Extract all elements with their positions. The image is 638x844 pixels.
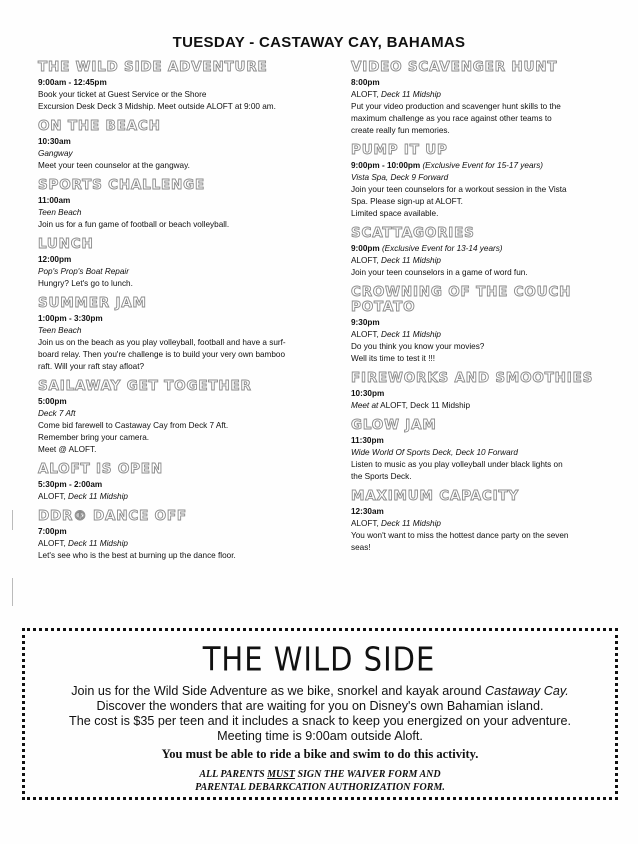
event-description-line: Put your video production and scavenger hunt skills to the [351,102,561,111]
event-location-line [38,148,338,160]
event-location-after: ALOFT, Deck 11 Midship [380,401,471,410]
event-description-line: the Sports Deck. [351,472,412,481]
event-description-line: maximum challenge as you race against other teams to [351,114,552,123]
event-time: 9:00pm [351,244,380,253]
event-time-line [351,506,601,518]
event-time: 1:00pm - 3:30pm [38,314,103,323]
event-description-line: Spa. Please sign-up at ALOFT. [351,197,463,206]
event-description-line: board relay. Then you're challenge is to build your very own bamboo [38,350,286,359]
event-description-line: Do you think you know your movies? [351,342,485,351]
event-location-venue: ALOFT, [351,330,379,339]
event-time: 9:00am - 12:45pm [38,78,107,87]
event-location-line [351,89,601,101]
margin-mark [12,510,13,530]
event-time: 11:30pm [351,436,384,445]
waiver-line-2: PARENTAL DEBARKCATION AUTHORIZATION FORM. [195,782,445,793]
event-title: ON THE BEACH [38,118,161,134]
event-description-line: Excursion Desk Deck 3 Midship. Meet outside ALOFT at 9:00 am. [38,102,276,111]
event-block [351,143,601,220]
event-time-line [351,77,601,89]
waiver-post: SIGN THE WAIVER FORM AND [297,769,441,780]
event-location: Meet at [351,401,379,410]
event-location-line [351,255,601,267]
event-description-line: create really fun memories. [351,126,450,135]
event-description-line: Well its time to test it !!! [351,354,436,363]
event-description-line: Limited space available. [351,209,439,218]
event-time: 10:30pm [351,389,385,398]
event-time-line [38,526,338,538]
event-title: LUNCH [38,236,94,252]
event-description-line: You won't want to miss the hottest dance party on the seven [351,531,569,540]
wild-side-description [40,684,600,744]
waiver-must: MUST [267,769,295,780]
event-time-line [351,243,601,255]
event-time: 5:00pm [38,397,67,406]
event-description-line: Join us on the beach as you play volleyball, football and have a surf- [38,338,286,347]
event-block [351,226,601,279]
event-description-line: Let's see who is the best at burning up the dance floor. [38,551,236,560]
event-location: Teen Beach [38,208,82,217]
event-location-venue: ALOFT, [38,539,66,548]
event-location-line [38,266,338,278]
wild-side-line-3: The cost is $35 per teen and it includes a snack to keep you energized on your adventure. [69,714,571,728]
event-block [351,418,601,483]
event-location: Deck 11 Midship [68,539,128,548]
event-location-venue: ALOFT, [38,492,66,501]
event-description-line: Hungry? Let's go to lunch. [38,279,133,288]
event-time-line [351,160,601,172]
event-location-venue: ALOFT, [351,256,379,265]
event-location-line [351,329,601,341]
event-location-line [38,408,338,420]
event-location-line [38,325,338,337]
event-time: 11:00am [38,196,71,205]
event-location: Gangway [38,149,73,158]
event-description-line: Meet your teen counselor at the gangway. [38,161,190,170]
event-location-line [351,518,601,530]
waiver-line-1 [40,768,600,781]
event-description-line: seas! [351,543,371,552]
page-title: TUESDAY - CASTAWAY CAY, BAHAMAS [172,34,466,51]
event-location: Teen Beach [38,326,82,335]
event-time-line [351,388,601,400]
event-block [38,509,338,562]
event-block [38,60,338,113]
event-location: Deck 11 Midship [68,492,128,501]
event-description-line: Listen to music as you play volleyball under black lights on [351,460,563,469]
event-location: Deck 11 Midship [381,330,441,339]
event-location-line [351,447,601,459]
waiver-pre: ALL PARENTS [199,769,265,780]
left-column [38,60,338,568]
event-block [38,178,338,231]
event-description-line: Come bid farewell to Castaway Cay from Deck 7 Aft. [38,421,229,430]
event-time-line [38,479,338,491]
event-description-line: Join your teen counselors for a workout session in the Vista [351,185,567,194]
event-note: (Exclusive Event for 15-17 years) [422,161,544,170]
event-block [38,379,338,456]
event-location-venue: ALOFT, [351,519,379,528]
event-title: SPORTS CHALLENGE [38,177,205,193]
event-description-line: Join your teen counselors in a game of word fun. [351,268,528,277]
event-time-line [38,195,338,207]
event-location: Deck 11 Midship [381,256,441,265]
event-time: 12:00pm [38,255,72,264]
margin-mark [12,578,13,606]
event-location-venue: ALOFT, [351,90,379,99]
event-title: SAILAWAY GET TOGETHER [38,378,252,394]
event-description-line: Remember bring your camera. [38,433,150,442]
wild-side-line-4: Meeting time is 9:00am outside Aloft. [217,729,423,743]
wild-side-line-1 [40,684,600,699]
event-description-line: raft. Will your raft stay afloat? [38,362,145,371]
wild-side-line-1-italic: Castaway Cay. [484,684,569,698]
event-title: PUMP IT UP [351,142,448,158]
event-time: 10:30am [38,137,71,146]
event-time-line [38,77,338,89]
event-time: 12:30am [351,507,384,516]
event-block [38,119,338,172]
event-time: 5:30pm - 2:00am [38,480,103,489]
event-location-line [38,491,338,503]
event-block [351,371,601,412]
event-title: ALOFT IS OPEN [38,461,163,477]
event-title: CROWNING OF THE COUCH POTATO [351,284,572,315]
event-block [351,489,601,554]
event-location-line [38,207,338,219]
event-location-line [38,538,338,550]
event-block [38,237,338,290]
event-block [38,462,338,503]
event-time-line [38,136,338,148]
wild-side-line-2: Discover the wonders that are waiting for you on Disney's own Bahamian island. [96,699,544,713]
event-description-line: Meet @ ALOFT. [38,445,97,454]
event-block [351,285,601,365]
event-location: Deck 7 Aft [38,409,76,418]
event-location: Vista Spa, Deck 9 Forward [351,173,449,182]
wild-side-requirement: You must be able to ride a bike and swim to do this activity. [161,747,479,761]
wild-side-title: THE WILD SIDE [202,639,436,679]
event-description-line: Join us for a fun game of football or beach volleyball. [38,220,230,229]
event-location: Wide World Of Sports Deck, Deck 10 Forward [351,448,518,457]
event-title: FIREWORKS AND SMOOTHIES [351,370,594,386]
event-title: GLOW JAM [351,417,437,433]
event-time-line [38,313,338,325]
event-time-line [351,435,601,447]
event-location-line [351,400,601,412]
event-location: Deck 11 Midship [381,519,441,528]
wild-side-waiver [40,768,600,794]
event-time: 9:00pm - 10:00pm [351,161,421,170]
event-time-line [38,396,338,408]
event-block [351,60,601,137]
event-title: MAXIMUM CAPACITY [351,488,520,504]
event-block [38,296,338,373]
event-location-line [351,172,601,184]
event-time-line [351,317,601,329]
event-title: SCATTAGORIES [351,225,475,241]
event-time-line [38,254,338,266]
event-description-line: Book your ticket at Guest Service or the Shore [38,90,207,99]
event-time: 9:30pm [351,318,380,327]
wild-side-line-1-text: Join us for the Wild Side Adventure as we bike, snorkel and kayak around [71,684,482,698]
event-note: (Exclusive Event for 13-14 years) [381,244,503,253]
event-title: DDR® DANCE OFF [38,508,187,524]
event-title: THE WILD SIDE ADVENTURE [38,59,268,75]
event-time: 8:00pm [351,78,380,87]
event-title: SUMMER JAM [38,295,147,311]
event-time: 7:00pm [38,527,67,536]
event-location: Deck 11 Midship [381,90,441,99]
event-location: Pop's Prop's Boat Repair [38,267,129,276]
event-title: VIDEO SCAVENGER HUNT [351,59,558,75]
right-column [351,60,601,560]
